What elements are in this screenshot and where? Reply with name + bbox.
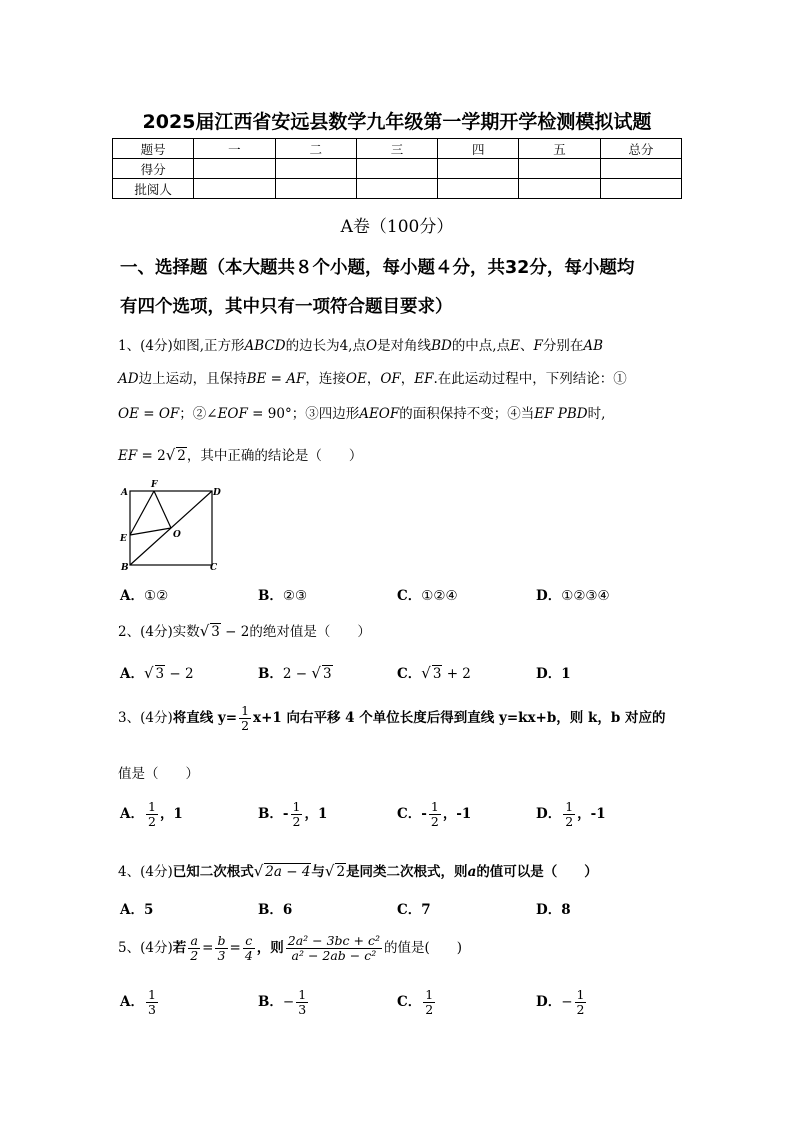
q1-text: ，连接 [305, 371, 346, 387]
fig-label-d: D [213, 488, 221, 498]
math-ef: EF [534, 406, 554, 422]
q5-text: 的值是( ) [384, 940, 463, 956]
q4-text: 的值可以是（ ） [476, 864, 598, 880]
q1-text: 的中点,点 [451, 338, 511, 354]
score-header-cell: 四 [438, 139, 519, 159]
q5-text: ，则 [256, 940, 284, 956]
score-cell [438, 179, 519, 199]
section-heading-line2: 有四个选项，其中只有一项符合题目要求） [120, 297, 453, 317]
q1-option-d[interactable]: D．①②③④ [536, 588, 610, 604]
score-header-cell: 一 [194, 139, 275, 159]
score-cell [519, 179, 600, 199]
score-header-cell: 题号 [113, 139, 194, 159]
score-header-cell: 五 [519, 139, 600, 159]
q4-text: 与 [311, 864, 325, 880]
section-heading-line1: 一、选择题（本大题共８个小题，每小题４分，共32分，每小题均 [120, 258, 635, 278]
q3-text: x+1 向右平移 4 个单位长度后得到直线 y=kx+b，则 k，b 对应的 [253, 710, 666, 726]
score-cell [194, 159, 275, 179]
score-cell [275, 179, 356, 199]
fig-label-o: O [173, 530, 181, 540]
q3-stem-line2: 值是（ ） [118, 766, 199, 782]
math-frac-c4: $\frac{c}{4}$ [244, 933, 253, 963]
q4-option-c[interactable]: C．7 [397, 902, 431, 918]
math-minus-2: − 2 [220, 624, 250, 640]
fig-label-b: B [121, 563, 129, 572]
math-oe-eq-of: OE = OF [118, 406, 180, 422]
q2-text: 的绝对值是（ ） [249, 624, 371, 640]
score-header-cell: 二 [275, 139, 356, 159]
math-oe: OE [345, 371, 367, 387]
q1-text: 边上运动，且保持 [138, 371, 247, 387]
score-cell [600, 179, 681, 199]
score-cell [438, 159, 519, 179]
q1-option-c[interactable]: C．①②④ [397, 588, 458, 604]
q1-line1 [118, 334, 603, 354]
math-sqrt-3: 3 [211, 624, 220, 640]
q5-option-d[interactable]: D．− $\frac{1}{2}$ [536, 987, 585, 1017]
score-table-header-row [113, 139, 682, 159]
q1-option-b[interactable]: B．②③ [258, 588, 308, 604]
exam-title: 2025届江西省安远县数学九年级第一学期开学检测模拟试题 [142, 111, 652, 133]
score-cell [600, 159, 681, 179]
score-table-row [113, 179, 682, 199]
score-cell [194, 179, 275, 199]
math-e: E [510, 338, 520, 354]
math-abcd: ABCD [244, 338, 286, 354]
math-ef: EF [118, 448, 138, 464]
q1-text: 如图,正方形 [172, 338, 245, 354]
q4-stem: 4、(4分)已知二次根式√ 2a − 4与√ 2是同类二次根式，则a的值可以是（ ） [118, 862, 598, 880]
score-table [112, 138, 682, 199]
q3-text: 将直线 y= [172, 710, 238, 726]
fig-label-c: C [210, 563, 218, 572]
math-eq: = 2 [137, 448, 166, 464]
volume-heading: A卷（100分） [340, 217, 454, 237]
q3-option-d[interactable]: D． $\frac{1}{2}$ ，-1 [536, 799, 606, 829]
q1-line3 [118, 402, 605, 422]
score-cell [356, 159, 437, 179]
q4-option-b[interactable]: B．6 [258, 902, 293, 918]
math-90: = 90° [247, 406, 292, 422]
q3-stem-line1 [118, 704, 665, 733]
math-bd: BD [431, 338, 452, 354]
math-frac-a2: $\frac{a}{2}$ [190, 933, 199, 963]
math-sqrt-2: 2 [336, 864, 346, 880]
q5-stem: 5、(4分)若 $\frac{a}{2}$ = $\frac{b}{3}$ = $\frac{c}{4}$ ，则 $\frac{\text{2a² − 3bc + c²}}{\text{a² − 2ab − c²}}$ 的值是( ) [118, 933, 463, 963]
math-aeof: AEOF [359, 406, 400, 422]
score-cell [356, 179, 437, 199]
q2-stem: 2、(4分)实数√ 3 − 2的绝对值是（ ） [118, 622, 371, 640]
fig-label-a: A [121, 488, 128, 498]
fig-label-f: F [151, 480, 158, 490]
math-bd: BD [566, 406, 588, 422]
q1-text: 时, [587, 406, 606, 422]
score-row-label: 批阅人 [113, 179, 194, 199]
q2-number: 2、(4分) [118, 624, 173, 640]
q2-option-d[interactable]: D．1 [536, 666, 571, 682]
q4-text: 已知二次根式 [172, 864, 254, 880]
q1-text: ，其中正确的结论是（ ） [186, 448, 363, 464]
q5-number: 5、(4分) [118, 940, 173, 956]
q2-text: 实数 [172, 624, 200, 640]
q1-text: ；③四边形 [291, 406, 360, 422]
math-of: OF [380, 371, 401, 387]
q4-option-a[interactable]: A．5 [120, 902, 154, 918]
q1-line2: AD边上运动，且保持BE = AF，连接OE，OF，EF.在此运动过程中，下列结论：① [118, 371, 627, 387]
q1-text: 分别在 [542, 338, 584, 354]
fig-label-e: E [120, 534, 127, 544]
math-condition: BE = AF [246, 371, 306, 387]
q1-option-a[interactable]: A．①② [120, 588, 169, 604]
q1-line4: EF = 2√ 2，其中正确的结论是（ ） [118, 446, 363, 464]
math-ab: AB [583, 338, 604, 354]
q5-option-b[interactable]: B．− $\frac{1}{3}$ [258, 987, 307, 1017]
q5-text: 若 [172, 940, 187, 956]
square-figure [116, 477, 226, 572]
score-cell [519, 159, 600, 179]
math-big-fraction: $\frac{\text{2a² − 3bc + c²}}{\text{a² − 2ab − c²}}$ [287, 933, 380, 963]
score-cell [275, 159, 356, 179]
math-f: F [533, 338, 543, 354]
math-o: O [365, 338, 378, 354]
q2-option-a[interactable]: A．√ 3 − 2 [120, 664, 194, 682]
q2-option-c[interactable]: C．√ 3 + 2 [397, 664, 471, 682]
q1-text: 、 [519, 338, 534, 354]
q5-option-c[interactable]: C． $\frac{1}{2}$ [397, 987, 434, 1017]
q3-number: 3、(4分) [118, 710, 173, 726]
math-frac-b3: $\frac{b}{3}$ [217, 933, 226, 963]
q2-option-b[interactable]: B．2 − √ 3 [258, 664, 332, 682]
score-header-cell: 总分 [600, 139, 681, 159]
q1-text: 是对角线 [377, 338, 432, 354]
q1-text: 的面积保持不变；④当 [399, 406, 535, 422]
q1-text: 的边长为4,点 [285, 338, 366, 354]
q3-option-b[interactable]: B．- $\frac{1}{2}$ ，1 [258, 799, 328, 829]
q1-text: .在此运动过程中，下列结论：① [433, 371, 627, 387]
q3-option-a[interactable]: A． $\frac{1}{2}$ ，1 [120, 799, 183, 829]
q4-text: 是同类二次根式，则 [346, 864, 468, 880]
q4-number: 4、(4分) [118, 864, 173, 880]
math-sqrt-2a-4: 2a − 4 [265, 864, 311, 880]
score-header-cell: 三 [356, 139, 437, 159]
math-eof: EOF [217, 406, 248, 422]
math-ad: AD [118, 371, 139, 387]
math-parallel: P [557, 406, 567, 422]
math-fraction-half: $\frac{1}{2}$ [241, 703, 250, 733]
q3-option-c[interactable]: C．- $\frac{1}{2}$ ，-1 [397, 799, 472, 829]
q4-option-d[interactable]: D．8 [536, 902, 571, 918]
q1-text: ；②∠ [179, 406, 218, 422]
q1-number: 1、(4分) [118, 338, 173, 354]
q5-option-a[interactable]: A． $\frac{1}{3}$ [120, 987, 156, 1017]
score-row-label: 得分 [113, 159, 194, 179]
math-a: a [467, 864, 477, 880]
math-sqrt-2: 2 [177, 448, 186, 464]
score-table-row [113, 159, 682, 179]
math-ef: EF [414, 371, 434, 387]
